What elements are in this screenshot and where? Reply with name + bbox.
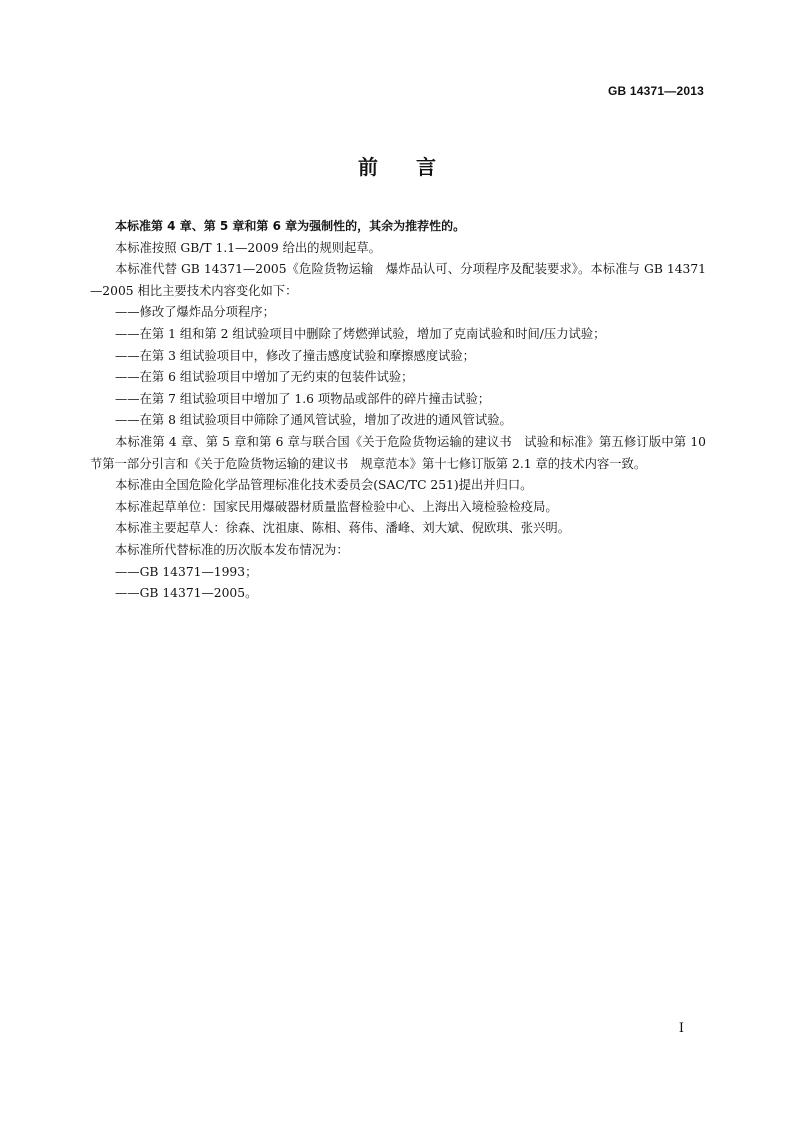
page-title: 前言 bbox=[358, 155, 474, 179]
paragraph-un-consistency: 本标准第 4 章、第 5 章和第 6 章与联合国《关于危险货物运输的建议书 试验和标准》第五修订版中第 10 节第一部分引言和《关于危险货物运输的建议书 规章范本》第十七修订版第 2.1 章的技术内容一致。 bbox=[90, 434, 706, 471]
foreword-body bbox=[90, 216, 706, 605]
paragraph-replaces: 本标准代替 GB 14371—2005《危险货物运输 爆炸品认可、分项程序及配装要求》。本标准与 GB 14371—2005 相比主要技术内容变化如下： bbox=[90, 262, 706, 298]
history-item-1993: ——GB 14371—1993； bbox=[115, 564, 258, 579]
paragraph-history-intro: 本标准所代替标准的历次版本发布情况为： bbox=[115, 542, 349, 557]
page-number: I bbox=[678, 1021, 684, 1036]
change-item-5: ——在第 7 组试验项目中增加了 1.6 项物品或部件的碎片撞击试验； bbox=[115, 391, 491, 406]
standard-code: GB 14371—2013 bbox=[608, 84, 704, 98]
change-item-6: ——在第 8 组试验项目中筛除了通风管试验，增加了改进的通风管试验。 bbox=[115, 413, 512, 428]
paragraph-mandatory-note: 本标准第 4 章、第 5 章和第 6 章为强制性的，其余为推荐性的。 bbox=[115, 219, 466, 233]
paragraph-drafting-rules: 本标准按照 GB/T 1.1—2009 给出的规则起草。 bbox=[115, 240, 381, 255]
paragraph-drafting-units: 本标准起草单位：国家民用爆破器材质量监督检验中心、上海出入境检验检疫局。 bbox=[115, 499, 558, 514]
paragraph-proposed-by: 本标准由全国危险化学品管理标准化技术委员会(SAC/TC 251)提出并归口。 bbox=[115, 478, 533, 493]
change-item-2: ——在第 1 组和第 2 组试验项目中删除了烤燃弹试验，增加了克南试验和时间/压力试验； bbox=[115, 326, 606, 341]
paragraph-drafters: 本标准主要起草人：徐森、沈祖康、陈相、蒋伟、潘峰、刘大斌、倪欧琪、张兴明。 bbox=[115, 521, 570, 536]
change-item-3: ——在第 3 组试验项目中，修改了撞击感度试验和摩擦感度试验； bbox=[115, 348, 475, 363]
change-item-4: ——在第 6 组试验项目中增加了无约束的包装件试验； bbox=[115, 370, 414, 385]
history-item-2005: ——GB 14371—2005。 bbox=[115, 586, 258, 601]
change-item-1: ——修改了爆炸品分项程序； bbox=[115, 305, 275, 320]
